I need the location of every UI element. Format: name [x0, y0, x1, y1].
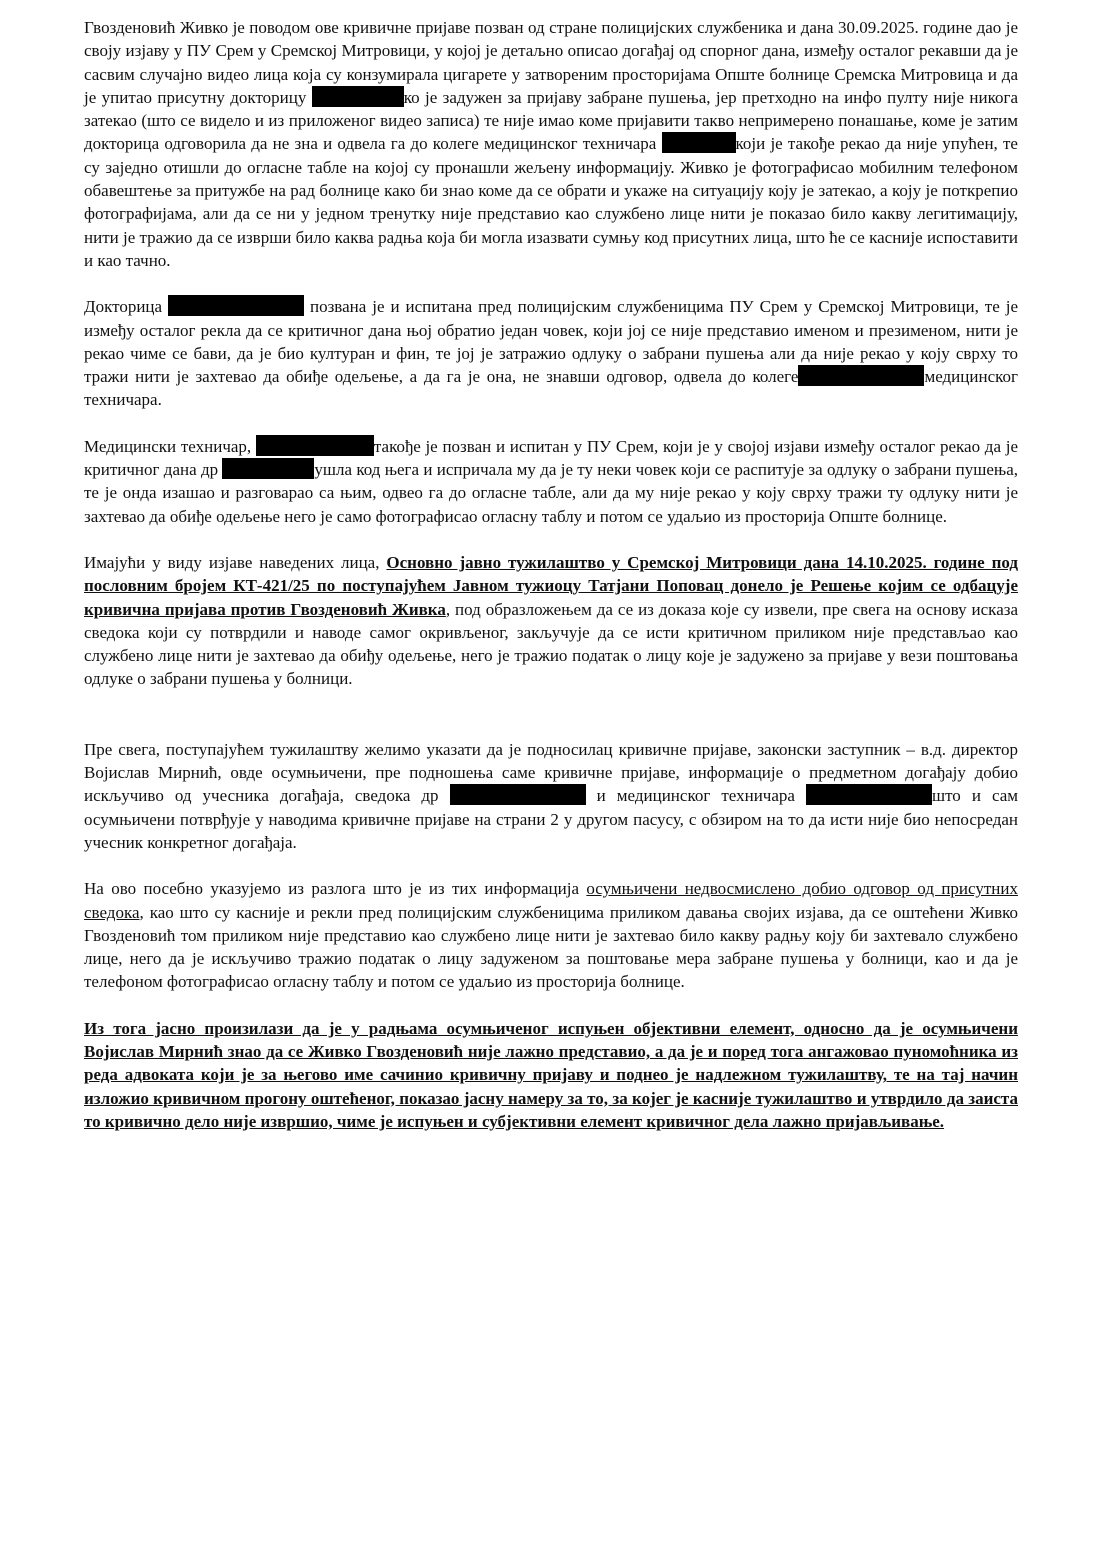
underlined-phrase: осумњичени недвосмислено добио одговор од присутних сведока: [84, 879, 1018, 922]
redaction-block: [256, 435, 374, 456]
paragraph-3: [84, 435, 1018, 528]
paragraph-6-text-c: , као што су касније и рекли пред полицијским службеницима приликом давања својих изјава, да се оштећени Живко Гвозденовић том приликом није представио као службено лице нити је захтевао било какву радњу коју би захтевало службено лице, него да је искључиво тражио податак о лицу задуженом за поштовање мера забране пушења у болници, као и да је телефоном фотографисао огласну таблу и потом се удаљио из просторија болнице.: [84, 902, 1018, 992]
paragraph-3-text-a: Медицински техничар,: [84, 436, 256, 456]
paragraph-3-text-c: ушла код њега и испричала му да је ту неки човек који се распитује за одлуку о забрани пушења, те је онда изашао и разговарао са њим, одвео га до огласне табле, али да му није рекао у коју сврху тражи ту одлуку нити је захтевао да обиђе одељење него је само фотографисао огласну таблу и потом се удаљио из просторија Опште болнице.: [84, 460, 1018, 526]
paragraph-5: [84, 738, 1018, 854]
redaction-block: [662, 132, 736, 153]
paragraph-2-text-a: Докторица: [84, 297, 169, 317]
redaction-block: [806, 784, 932, 805]
paragraph-4-text-a: Имајући у виду изјаве наведених лица,: [84, 552, 387, 572]
redaction-block: [222, 458, 314, 479]
paragraph-5-text-c: што и сам осумњичени потврђује у наводима кривичне пријаве на страни 2 у другом пасусу, с обзиром на то да исти није био непосредан учесник конкретног догађаја.: [84, 786, 1019, 852]
document-page: [84, 16, 1018, 1133]
redaction-block: [312, 86, 404, 107]
paragraph-1-text-b: ко је задужен за пријаву забране пушења, јер претходно на инфо пулту није никога затекао (што се видело и из приложеног видео записа) те није имао коме пријавити такво непримерено понашање, коме је затим докторица одговорила да не зна и одвела га до колеге медицинског техничара: [84, 87, 1018, 154]
redaction-block: [450, 784, 586, 805]
paragraph-6: [84, 877, 1018, 993]
paragraph-4: [84, 551, 1018, 691]
paragraph-2: [84, 295, 1018, 411]
paragraph-6-text-a: На ово посебно указујемо из разлога што је из тих информација: [84, 879, 587, 899]
conclusion-text: Из тога јасно произилази да је у радњама осумњиченог испуњен објективни елемент, односно да је осумњичени Војислав Мирнић знао да се Живко Гвозденовић није лажно представио, а да је и поред тога ангажовао пуномоћника из реда адвоката који је за његово име сачинио кривичну пријаву и поднео је надлежном тужилаштву, те на тај начин изложио кривичном прогону оштећеног, показао јасну намеру за то, за којег је касније тужилаштво и утврдило да заиста то кривично дело није извршио, чиме је испуњен и субјективни елемент кривичног дела лажно пријављивање.: [84, 1018, 1018, 1131]
paragraph-1-text-c: који је такође рекао да није упућен, те су заједно отишли до огласне табле на којој су пронашли жељену информацију. Живко је фотографисао мобилним телефоном обавештење за притужбе на рад болнице како би знао коме да се обрати и укаже на ситуацију коју је затекао, а коју је поткрепио фотографијама, али да се ни у једном тренутку није представио као службено лице нити је показао било какву легитимацију, нити је тражио да се изврши било каква радња која би могла изазвати сумњу код присутних лица, што ће се касније испоставити и као тачно.: [84, 134, 1018, 270]
paragraph-5-text-a: Пре свега, поступајућем тужилаштву желимо указати да је подносилац кривичне пријаве, законски заступник – в.д. директор Војислав Мирнић, овде осумњичени, пре подношења саме кривичне пријаве, информације о предметном догађају добио искључиво од учесника догађаја, сведока др: [84, 739, 1018, 806]
redaction-block: [168, 295, 304, 316]
paragraph-7-conclusion: [84, 1017, 1018, 1133]
decision-reference: Основно јавно тужилаштво у Сремској Митровици дана 14.10.2025. године под пословним бројем КТ-421/25 по поступајућем Јавном тужиоцу Татјани Поповац донело је Решење којим се одбацује кривична пријава против Гвозденовић Живка: [84, 552, 1018, 619]
paragraph-4-text-c: , под образложењем да се из доказа које су извели, пре свега на основу исказа сведока који су потврдили и наводе самог окривљеног, закључује да се исти критичном приликом није представљао као службено лице нити је захтевао да обиђу одељење, него је тражио податак о лицу које је задужено за пријаве у вези поштовања одлуке о забрани пушења у болници.: [84, 599, 1018, 689]
paragraph-2-text-b: позвана је и испитана пред полицијским службеницима ПУ Срем у Сремској Митровици, те је између осталог рекла да се критичног дана њој обратио један човек, који јој се није представио именом и презименом, нити је рекао чиме се бави, да је био културан и фин, те јој је затражио одлуку о забрани пушења али да није рекао у коју сврху то тражи нити је захтевао да обиђе одељење, а да га је она, не знавши одговор, одвела до колеге: [84, 297, 1018, 387]
paragraph-2-text-c: медицинског техничара.: [84, 367, 1018, 410]
redaction-block: [798, 365, 924, 386]
paragraph-3-text-b: такође је позван и испитан у ПУ Срем, који је у својој изјави између осталог рекао да је критичног дана др: [84, 436, 1018, 480]
paragraph-1: [84, 16, 1018, 272]
paragraph-1-text-a: Гвозденовић Живко је поводом ове кривичне пријаве позван од стране полицијских службеника и дана 30.09.2025. године дао је своју изјаву у ПУ Срем у Сремској Митровици, у којој је детаљно описао догађај од спорног дана, између осталог рекавши да је сасвим случајно видео лица која су конзумирала цигарете у затвореним просторијама Опште болнице Сремска Митровица и да је упитао присутну докторицу: [84, 18, 1018, 107]
paragraph-5-text-b: и медицинског техничара: [585, 786, 806, 806]
